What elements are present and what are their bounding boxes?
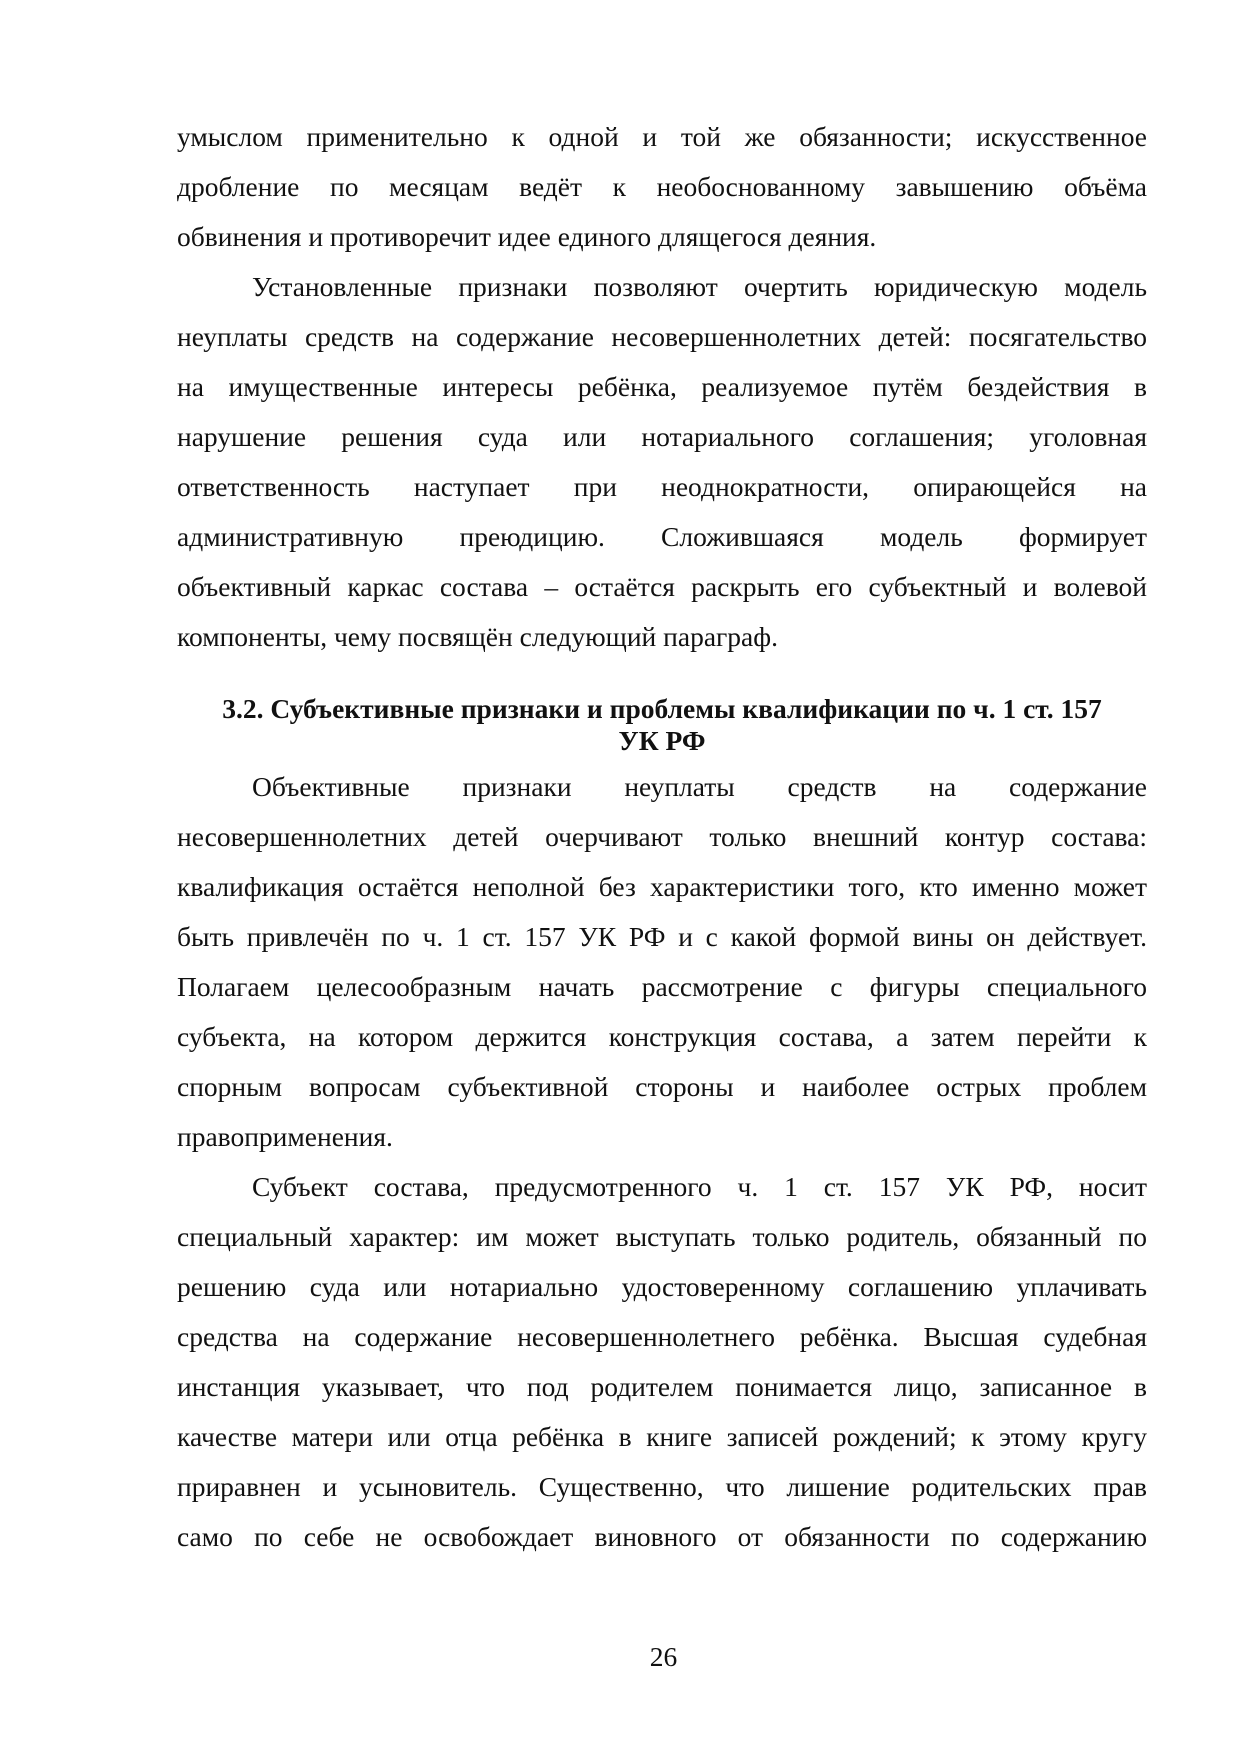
- text-line: квалификация остаётся неполной без характеристики того, кто именно может: [177, 871, 1147, 902]
- section-heading: [177, 693, 1147, 757]
- paragraph-model-summary: [177, 262, 1147, 662]
- text-line: быть привлечён по ч. 1 ст. 157 УК РФ и с какой формой вины он действует.: [177, 921, 1147, 952]
- paragraph-special-subject: [177, 1162, 1147, 1562]
- text-line: объективный каркас состава – остаётся раскрыть его субъектный и волевой: [177, 571, 1147, 602]
- text-line: специальный характер: им может выступать только родитель, обязанный по: [177, 1221, 1147, 1252]
- text-line: Субъект состава, предусмотренного ч. 1 ст. 157 УК РФ, носит: [252, 1171, 1147, 1202]
- section-heading-line: 3.2. Субъективные признаки и проблемы квалификации по ч. 1 ст. 157: [222, 693, 1102, 724]
- text-line: ответственность наступает при неоднократности, опирающейся на: [177, 471, 1147, 502]
- page-number: 26: [649, 1641, 678, 1672]
- text-line: неуплаты средств на содержание несовершеннолетних детей: посягательство: [177, 321, 1147, 352]
- text-line: Объективные признаки неуплаты средств на содержание: [252, 771, 1147, 802]
- document-body: [177, 112, 1147, 1562]
- text-line: решению суда или нотариально удостоверенному соглашению уплачивать: [177, 1271, 1147, 1302]
- text-line: приравнен и усыновитель. Существенно, что лишение родительских прав: [177, 1471, 1147, 1502]
- text-line: несовершеннолетних детей очерчивают только внешний контур состава:: [177, 821, 1147, 852]
- text-line: дробление по месяцам ведёт к необоснованному завышению объёма: [177, 171, 1147, 202]
- text-line: умыслом применительно к одной и той же обязанности; искусственное: [177, 121, 1147, 152]
- text-line: на имущественные интересы ребёнка, реализуемое путём бездействия в: [177, 371, 1147, 402]
- text-line: Полагаем целесообразным начать рассмотрение с фигуры специального: [177, 971, 1147, 1002]
- text-line: административную преюдицию. Сложившаяся модель формирует: [177, 521, 1147, 552]
- text-line: само по себе не освобождает виновного от обязанности по содержанию: [177, 1521, 1147, 1552]
- text-line: Установленные признаки позволяют очертить юридическую модель: [252, 271, 1147, 302]
- text-line: спорным вопросам субъективной стороны и наиболее острых проблем: [177, 1071, 1147, 1102]
- text-line: субъекта, на котором держится конструкция состава, а затем перейти к: [177, 1021, 1147, 1052]
- paragraph-objective-signs: [177, 762, 1147, 1162]
- text-line: средства на содержание несовершеннолетнего ребёнка. Высшая судебная: [177, 1321, 1147, 1352]
- text-line: правоприменения.: [177, 1121, 393, 1152]
- text-line: качестве матери или отца ребёнка в книге записей рождений; к этому кругу: [177, 1421, 1147, 1452]
- paragraph-continuation: [177, 112, 1147, 262]
- text-line: обвинения и противоречит идее единого длящегося деяния.: [177, 221, 877, 252]
- section-heading-line: УК РФ: [618, 725, 706, 756]
- text-line: инстанция указывает, что под родителем понимается лицо, записанное в: [177, 1371, 1147, 1402]
- text-line: нарушение решения суда или нотариального соглашения; уголовная: [177, 421, 1147, 452]
- text-line: компоненты, чему посвящён следующий параграф.: [177, 621, 778, 652]
